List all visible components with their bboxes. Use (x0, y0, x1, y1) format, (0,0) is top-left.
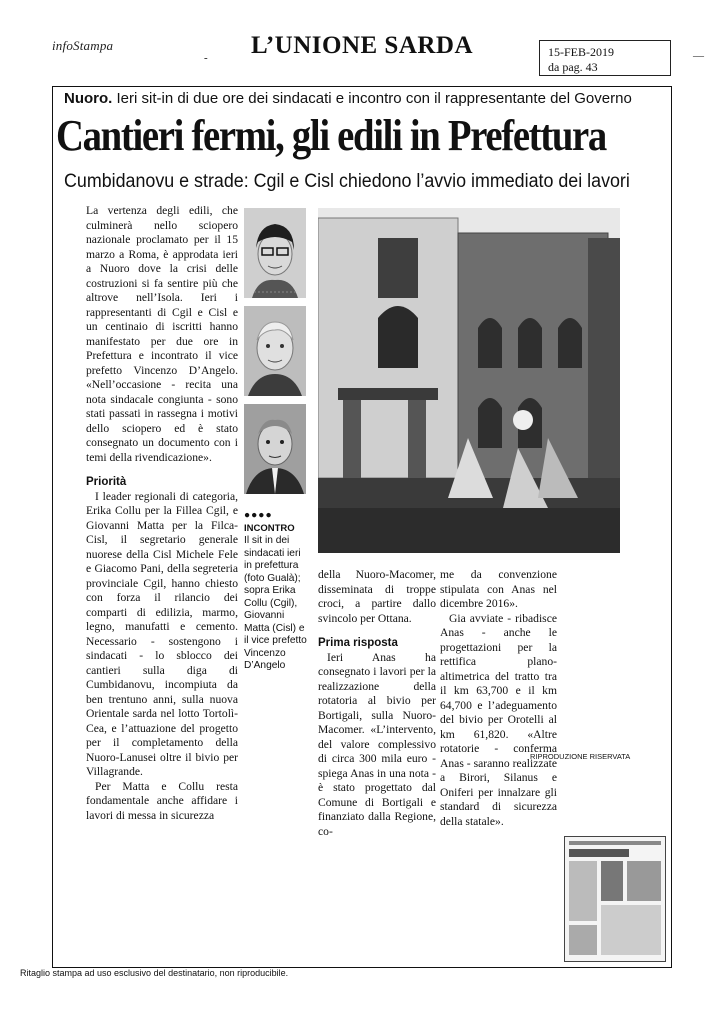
section-heading: Prima risposta (318, 637, 398, 649)
article-column-4 (440, 568, 557, 829)
portrait-photo-erika-collu (244, 208, 306, 298)
infostampa-logo: infoStampa (52, 38, 114, 53)
article-headline: Cantieri fermi, gli edili in Prefettura (56, 111, 606, 160)
article-column-1 (86, 204, 238, 823)
publication-date: 15-FEB-2019 (548, 45, 614, 59)
paragraph: I leader regionali di categoria, Erika Collu per la Fillea Cgil, e Giovanni Matta per la Filca-Cisl, il segretario generale nuorese della Cisl Michele Fele e Giacomo Pani, della segreteria provinciale Cgil, hanno chiesto con forza il rilancio dei comparti di edilizia, marmo, legno, manufatti e cemento. Necessario - sostengono i sindacati - lo sblocco dei cantieri sulla diga di Cumbidanovu, incompiuta da ben trentuno anni, sulla nuova Orientale sarda nel lotto Tortolì-Cea, e l’attuazione del progetto per il completamento della Nuoro-Lanusei oltre il bivio per Villagrande. (86, 489, 238, 778)
article-kicker (64, 90, 664, 107)
caption-label: INCONTRO (244, 522, 295, 534)
portrait-photo-vincenzo-dangelo (244, 404, 306, 494)
article-column-3 (318, 568, 436, 839)
main-photo-prefettura-sit-in (318, 208, 620, 553)
caption-bullets: ●●●● (244, 510, 273, 521)
paragraph: della Nuoro-Macomer, disseminata di troppe croci, a partire dallo svincolo per Ottana. (318, 568, 436, 625)
footer-note: Ritaglio stampa ad uso esclusivo del destinatario, non riproducibile. (20, 968, 289, 978)
paragraph: La vertenza degli edili, che culminerà nello sciopero nazionale proclamato per il 15 marzo a Roma, è approdata ieri a Nuoro dove la crisi delle costruzioni si fa sentire più che altrove nell’Isola. Ieri i rappresentanti di Cgil e Cisl e un centinaio di iscritti hanno manifestato per due ore in Prefettura e incontrato il vice prefetto Vincenzo D’Angelo. «Nell’occasione - recita una nota sindacale congiunta - sono stati passati in rassegna i motivi dello sciopero ed è stato consegnato un documento con i temi della rivendicazione». (86, 204, 238, 464)
paragraph: me da convenzione stipulata con Anas nel dicembre 2016». (440, 568, 557, 610)
paragraph: Gia avviate - ribadisce Anas - anche le progettazioni per la rettifica plano-altimetrica del tratto tra il km 63,700 e il km 64,700 e l’adeguamento del bivio per Orotelli al km 61,820. «Altre rotatorie - conferma Anas - saranno realizzate a Birori, Silanus e Oniferi per innalzare gli standard di sicurezza della statale». (440, 611, 557, 828)
kicker-text: Ieri sit-in di due ore dei sindacati e incontro con il rappresentante del Governo (112, 90, 632, 107)
page-thumbnail (564, 836, 666, 962)
date-box (539, 40, 671, 76)
newspaper-title: L’UNIONE SARDA (250, 32, 474, 59)
section-heading: Priorità (86, 476, 127, 488)
paragraph: Per Matta e Collu resta fondamentale anche affidare i lavori di messa in sicurezza (86, 779, 238, 822)
reproduction-notice: RIPRODUZIONE RISERVATA (530, 752, 631, 761)
portrait-photo-giovanni-matta (244, 306, 306, 396)
photo-caption (244, 510, 310, 673)
page-reference: da pag. 43 (548, 60, 598, 74)
kicker-location: Nuoro. (64, 90, 113, 107)
dash-mark: — (693, 50, 704, 62)
caption-text: Il sit in dei sindacati ieri in prefettura (foto Gualà); sopra Erika Collu (Cgil), Giovanni Matta (Cisl) e il vice prefetto Vincenzo D’Angelo (244, 535, 307, 671)
dash-mark: - (204, 52, 208, 64)
paragraph: Ieri Anas ha consegnato i lavori per la realizzazione della rotatoria al bivio per Bortigali, sulla Nuoro-Macomer. «L’intervento, del valore complessivo di circa 300 mila euro - spiega Anas in una nota - è stato progettato dal Comune di Bortigali e finanziato dalla Regione, co- (318, 650, 436, 838)
article-subhead: Cumbidanovu e strade: Cgil e Cisl chiedono l’avvio immediato dei lavori (64, 171, 630, 192)
